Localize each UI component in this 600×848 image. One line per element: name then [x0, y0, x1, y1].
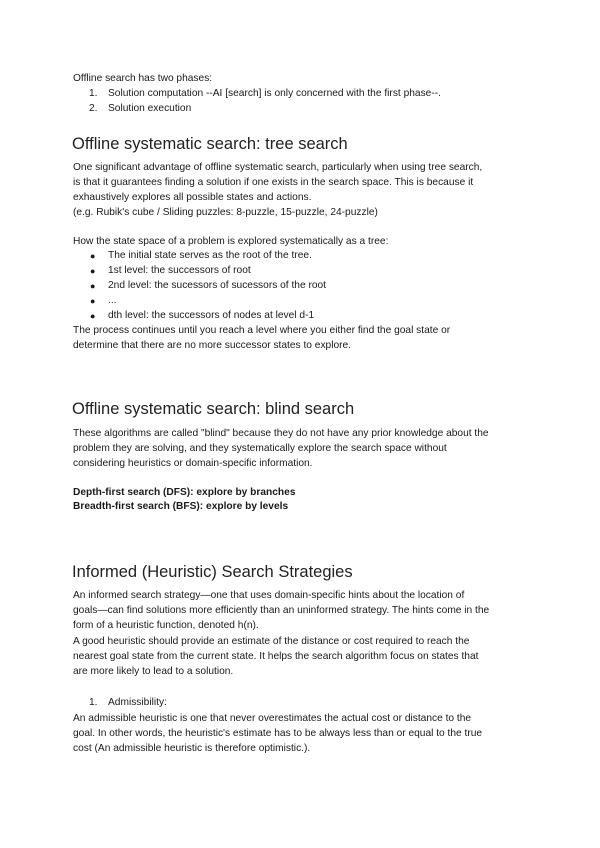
bullet-icon: ●: [90, 251, 96, 261]
paragraph-line: (e.g. Rubik's cube / Sliding puzzles: 8-puzzle, 15-puzzle, 24-puzzle): [73, 207, 378, 218]
section-heading-tree-search: Offline systematic search: tree search: [72, 135, 348, 153]
paragraph-line: determine that there are no more successor states to explore.: [73, 340, 352, 351]
list-item: dth level: the successors of nodes at level d-1: [108, 310, 315, 321]
admissibility-label: Admissibility:: [108, 697, 167, 708]
paragraph-line: is that it guarantees finding a solution if one exists in the search space. This is because it: [73, 177, 474, 188]
intro-text: Offline search has two phases:: [73, 73, 213, 84]
list-item: ...: [108, 295, 117, 306]
paragraph-line: problem they are solving, and they systematically explore the search space without: [73, 443, 447, 454]
paragraph-line: The process continues until you reach a level where you either find the goal state or: [73, 325, 451, 336]
paragraph-line: cost (An admissible heuristic is therefore optimistic.).: [73, 743, 311, 754]
paragraph-line: goal. In other words, the heuristic's estimate has to be always less than or equal to the true: [73, 728, 483, 739]
section-heading-blind-search: Offline systematic search: blind search: [72, 400, 355, 418]
list-lead: How the state space of a problem is explored systematically as a tree:: [73, 236, 389, 247]
paragraph-line: are more likely to lead to a solution.: [73, 666, 234, 677]
paragraph-line: goals—can find solutions more efficiently than an uninformed strategy. The hints come in the: [73, 605, 490, 616]
paragraph-line: form of a heuristic function, denoted h(n).: [73, 620, 259, 631]
bullet-icon: ●: [90, 281, 96, 291]
paragraph-line: A good heuristic should provide an estimate of the distance or cost required to reach the: [73, 636, 470, 647]
paragraph-line: nearest goal state from the current state. It helps the search algorithm focus on states that: [73, 651, 479, 662]
list-item: 1st level: the successors of root: [108, 265, 251, 276]
section-heading-informed-search: Informed (Heuristic) Search Strategies: [72, 563, 353, 581]
dfs-line: Depth-first search (DFS): explore by branches: [73, 487, 296, 498]
phase-number: 1.: [89, 88, 98, 99]
bullet-icon: ●: [90, 311, 96, 321]
phase-item: Solution execution: [108, 103, 192, 114]
bfs-line: Breadth-first search (BFS): explore by levels: [73, 501, 289, 512]
bullet-icon: ●: [90, 296, 96, 306]
paragraph-line: exhaustively explores all possible states and actions.: [73, 192, 312, 203]
paragraph-line: An informed search strategy—one that uses domain-specific hints about the location of: [73, 590, 465, 601]
paragraph-line: These algorithms are called "blind" because they do not have any prior knowledge about the: [73, 428, 489, 439]
bullet-icon: ●: [90, 266, 96, 276]
phase-number: 2.: [89, 103, 98, 114]
item-number: 1.: [89, 697, 98, 708]
list-item: 2nd level: the sucessors of sucessors of the root: [108, 280, 327, 291]
paragraph-line: One significant advantage of offline systematic search, particularly when using tree search,: [73, 162, 483, 173]
paragraph-line: considering heuristics or domain-specific information.: [73, 458, 313, 469]
list-item: The initial state serves as the root of the tree.: [108, 250, 312, 261]
phase-item: Solution computation --AI [search] is only concerned with the first phase--.: [108, 88, 441, 99]
paragraph-line: An admissible heuristic is one that never overestimates the actual cost or distance to the: [73, 713, 472, 724]
